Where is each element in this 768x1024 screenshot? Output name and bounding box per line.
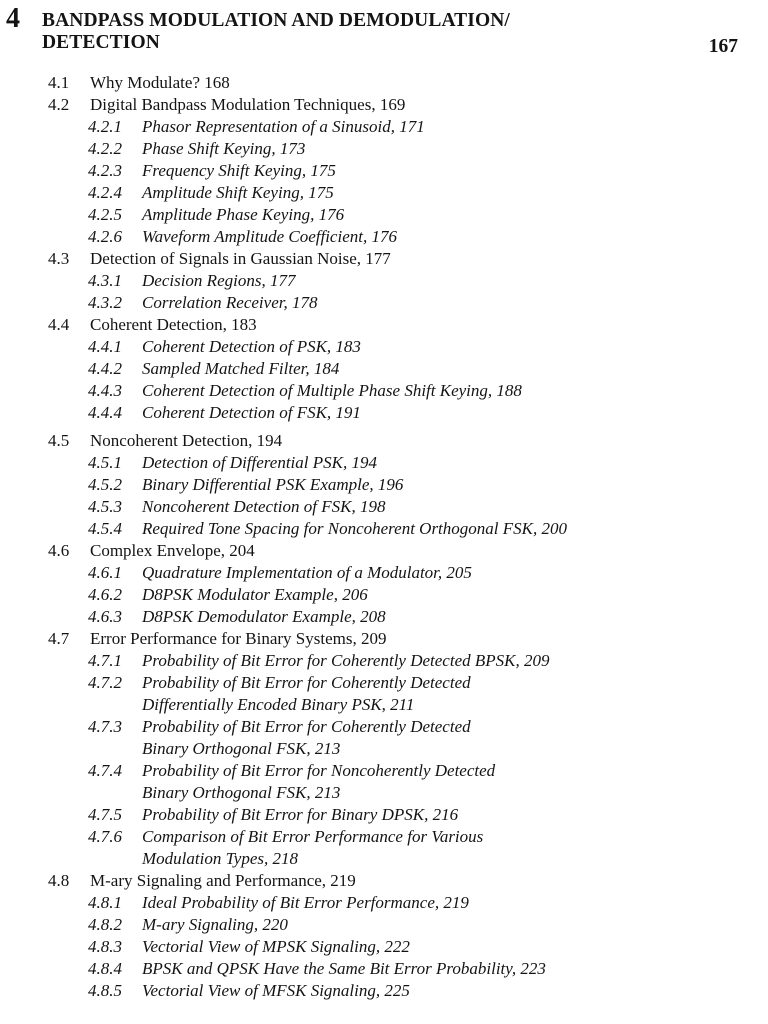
toc-subsection-row	[0, 496, 768, 518]
toc-entry-title: M-ary Signaling and Performance, 219	[90, 871, 356, 890]
toc-entry-number: 4.8.4	[88, 959, 122, 978]
toc-section-row	[0, 72, 768, 94]
toc-entry-number: 4.7	[48, 629, 70, 648]
toc-subsection-row	[0, 606, 768, 628]
toc-subsection-row	[0, 958, 768, 980]
toc-entry-number: 4.2.1	[88, 117, 122, 136]
chapter-title-line-2: DETECTION	[42, 32, 160, 53]
toc-subsection-row	[0, 782, 768, 804]
toc-entry-title: Detection of Differential PSK, 194	[142, 453, 377, 472]
toc-section-row	[0, 248, 768, 270]
toc-entry-title: Probability of Bit Error for Noncoherently Detected	[142, 761, 496, 780]
toc-entry-title: Phase Shift Keying, 173	[142, 139, 306, 158]
toc-subsection-row	[0, 138, 768, 160]
toc-entry-title: Noncoherent Detection, 194	[90, 431, 283, 450]
toc-entry-number: 4.2	[48, 95, 70, 114]
toc-subsection-row	[0, 452, 768, 474]
toc-section-row	[0, 628, 768, 650]
toc-entry-number: 4.4.1	[88, 337, 122, 356]
toc-entry-number: 4.2.2	[88, 139, 122, 158]
toc-entry-number: 4.5	[48, 431, 70, 450]
toc-subsection-row	[0, 672, 768, 694]
toc-entry-title: Modulation Types, 218	[142, 849, 298, 868]
toc-entry-title: Waveform Amplitude Coefficient, 176	[142, 227, 397, 246]
toc-entry-title: Correlation Receiver, 178	[142, 293, 318, 312]
toc-entry-title: Amplitude Phase Keying, 176	[142, 205, 345, 224]
toc-entry-number: 4.2.6	[88, 227, 122, 246]
toc-entry-number: 4.5.2	[88, 475, 122, 494]
toc-subsection-row	[0, 848, 768, 870]
toc-section-row	[0, 314, 768, 336]
toc-entry-number: 4.8	[48, 871, 70, 890]
toc-entry-number: 4.3.1	[88, 271, 122, 290]
toc-entry-title: Ideal Probability of Bit Error Performance, 219	[142, 893, 469, 912]
toc-subsection-row	[0, 892, 768, 914]
toc-subsection-row	[0, 336, 768, 358]
toc-subsection-row	[0, 738, 768, 760]
toc-subsection-row	[0, 518, 768, 540]
toc-entry-number: 4.6.1	[88, 563, 122, 582]
toc-entry-number: 4.6.3	[88, 607, 122, 626]
toc-entry-title: Phasor Representation of a Sinusoid, 171	[142, 117, 425, 136]
toc-entry-title: Detection of Signals in Gaussian Noise, 177	[90, 249, 391, 268]
toc-subsection-row	[0, 182, 768, 204]
toc-entry-number: 4.8.3	[88, 937, 122, 956]
toc-entry-title: Binary Orthogonal FSK, 213	[142, 783, 341, 802]
table-of-contents	[0, 72, 768, 1002]
toc-entry-title: Coherent Detection of PSK, 183	[142, 337, 361, 356]
toc-entry-number: 4.2.4	[88, 183, 122, 202]
toc-entry-number: 4.7.1	[88, 651, 122, 670]
toc-entry-title: BPSK and QPSK Have the Same Bit Error Probability, 223	[142, 959, 546, 978]
chapter-number: 4	[6, 3, 20, 34]
toc-entry-number: 4.6.2	[88, 585, 122, 604]
toc-entry-number: 4.7.3	[88, 717, 122, 736]
toc-entry-title: Frequency Shift Keying, 175	[142, 161, 336, 180]
toc-entry-number: 4.7.6	[88, 827, 122, 846]
toc-entry-title: D8PSK Modulator Example, 206	[142, 585, 368, 604]
toc-entry-title: Digital Bandpass Modulation Techniques, 169	[90, 95, 406, 114]
toc-entry-title: Comparison of Bit Error Performance for Various	[142, 827, 484, 846]
toc-section-row	[0, 870, 768, 892]
toc-entry-title: Error Performance for Binary Systems, 209	[90, 629, 387, 648]
toc-subsection-row	[0, 402, 768, 424]
toc-entry-title: Sampled Matched Filter, 184	[142, 359, 340, 378]
toc-entry-number: 4.3.2	[88, 293, 122, 312]
toc-subsection-row	[0, 204, 768, 226]
toc-entry-title: Coherent Detection, 183	[90, 315, 257, 334]
toc-entry-number: 4.7.5	[88, 805, 122, 824]
toc-entry-number: 4.4.2	[88, 359, 122, 378]
toc-entry-title: Coherent Detection of Multiple Phase Shift Keying, 188	[142, 381, 522, 400]
toc-entry-title: M-ary Signaling, 220	[142, 915, 288, 934]
toc-entry-title: Why Modulate? 168	[90, 73, 230, 92]
chapter-title-line-1: BANDPASS MODULATION AND DEMODULATION/	[42, 10, 510, 31]
toc-entry-title: Probability of Bit Error for Coherently Detected	[142, 673, 471, 692]
toc-entry-title: D8PSK Demodulator Example, 208	[142, 607, 386, 626]
toc-subsection-row	[0, 980, 768, 1002]
toc-entry-number: 4.6	[48, 541, 70, 560]
toc-subsection-row	[0, 650, 768, 672]
toc-entry-number: 4.2.5	[88, 205, 122, 224]
toc-entry-number: 4.8.1	[88, 893, 122, 912]
toc-entry-number: 4.8.2	[88, 915, 122, 934]
toc-section-row	[0, 430, 768, 452]
toc-subsection-row	[0, 584, 768, 606]
toc-entry-title: Coherent Detection of FSK, 191	[142, 403, 361, 422]
toc-entry-number: 4.5.1	[88, 453, 122, 472]
toc-entry-number: 4.5.3	[88, 497, 122, 516]
toc-entry-number: 4.4	[48, 315, 70, 334]
toc-subsection-row	[0, 914, 768, 936]
toc-entry-title: Vectorial View of MPSK Signaling, 222	[142, 937, 410, 956]
toc-entry-title: Binary Differential PSK Example, 196	[142, 475, 404, 494]
toc-entry-title: Complex Envelope, 204	[90, 541, 255, 560]
toc-entry-number: 4.2.3	[88, 161, 122, 180]
toc-entry-number: 4.5.4	[88, 519, 122, 538]
toc-entry-title: Probability of Bit Error for Coherently Detected BPSK, 209	[142, 651, 550, 670]
toc-entry-number: 4.7.2	[88, 673, 122, 692]
toc-entry-number: 4.4.4	[88, 403, 122, 422]
toc-entry-title: Decision Regions, 177	[142, 271, 296, 290]
toc-section-row	[0, 94, 768, 116]
toc-subsection-row	[0, 562, 768, 584]
toc-subsection-row	[0, 716, 768, 738]
toc-subsection-row	[0, 116, 768, 138]
toc-section-row	[0, 540, 768, 562]
toc-entry-title: Differentially Encoded Binary PSK, 211	[142, 695, 415, 714]
toc-entry-number: 4.4.3	[88, 381, 122, 400]
toc-entry-title: Amplitude Shift Keying, 175	[142, 183, 334, 202]
chapter-page-number: 167	[708, 36, 738, 57]
toc-entry-number: 4.7.4	[88, 761, 122, 780]
toc-subsection-row	[0, 380, 768, 402]
toc-entry-title: Quadrature Implementation of a Modulator, 205	[142, 563, 472, 582]
chapter-title	[42, 10, 510, 54]
toc-entry-title: Vectorial View of MFSK Signaling, 225	[142, 981, 410, 1000]
toc-subsection-row	[0, 160, 768, 182]
toc-subsection-row	[0, 474, 768, 496]
toc-subsection-row	[0, 292, 768, 314]
toc-entry-title: Probability of Bit Error for Binary DPSK, 216	[142, 805, 459, 824]
toc-subsection-row	[0, 270, 768, 292]
toc-subsection-row	[0, 760, 768, 782]
toc-entry-number: 4.8.5	[88, 981, 122, 1000]
toc-entry-title: Probability of Bit Error for Coherently Detected	[142, 717, 471, 736]
toc-subsection-row	[0, 826, 768, 848]
toc-subsection-row	[0, 358, 768, 380]
toc-subsection-row	[0, 694, 768, 716]
toc-subsection-row	[0, 226, 768, 248]
toc-entry-title: Binary Orthogonal FSK, 213	[142, 739, 341, 758]
toc-entry-number: 4.3	[48, 249, 70, 268]
toc-entry-number: 4.1	[48, 73, 70, 92]
toc-subsection-row	[0, 936, 768, 958]
toc-entry-title: Noncoherent Detection of FSK, 198	[142, 497, 386, 516]
toc-entry-title: Required Tone Spacing for Noncoherent Orthogonal FSK, 200	[142, 519, 567, 538]
toc-subsection-row	[0, 804, 768, 826]
